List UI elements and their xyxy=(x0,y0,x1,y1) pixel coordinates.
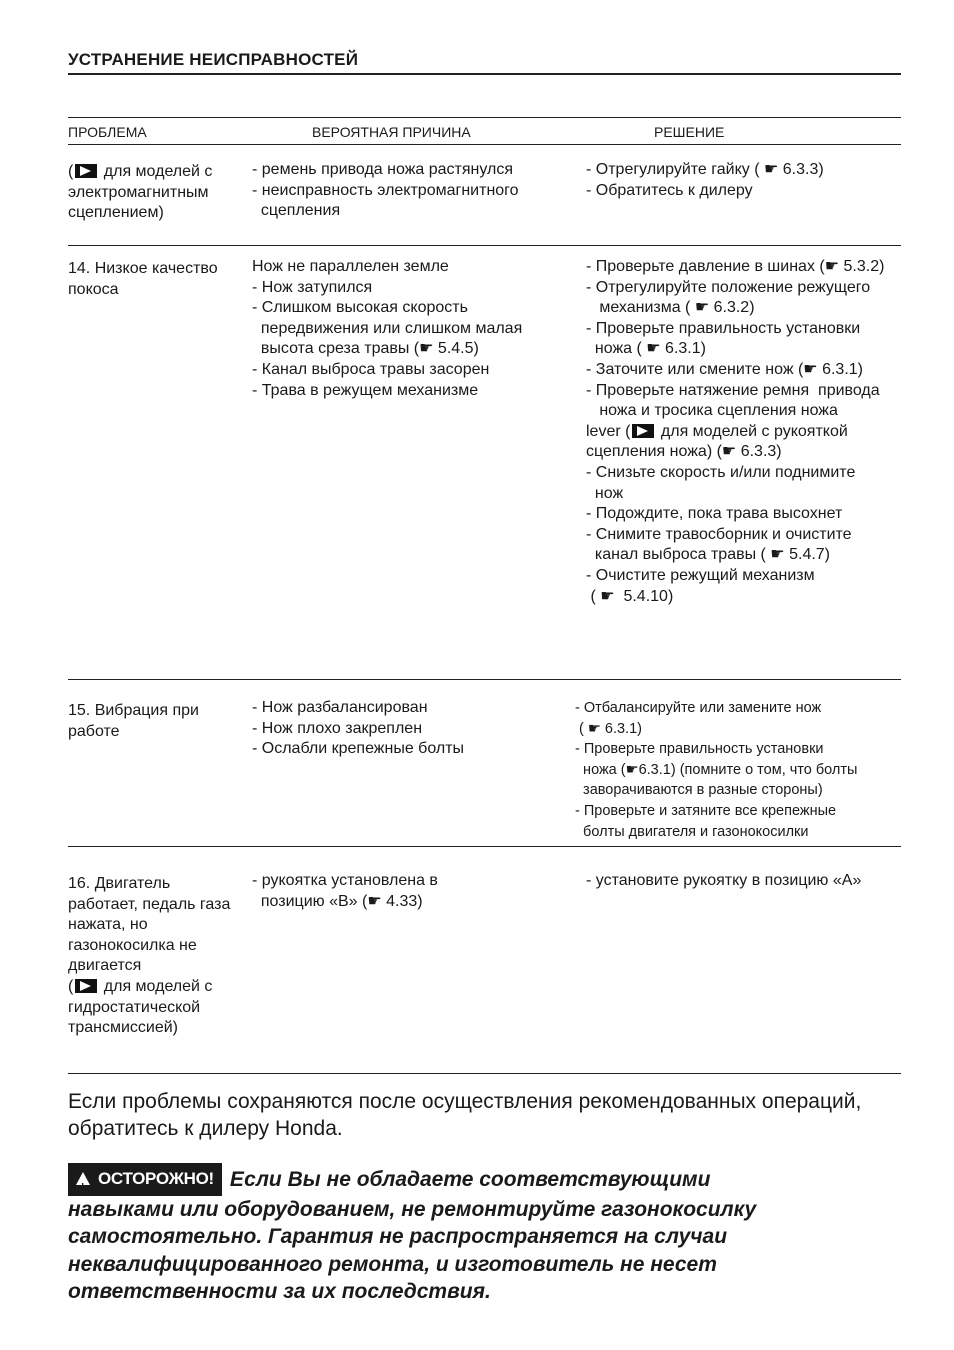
header-problem: ПРОБЛЕМА xyxy=(68,124,147,140)
header-solution: РЕШЕНИЕ xyxy=(654,124,725,140)
problem-cell: ( для моделей с электромагнитным сцеплением) xyxy=(68,163,213,222)
solution-cell: - Проверьте давление в шинах (☛ 5.3.2) - Отрегулируйте положение режущего механизма ( ☛ 6.3.2) - Проверьте правильность установки ножа ( ☛ 6.3.1) - Заточите или смените нож (☛ 6.3.1) - Проверьте натяжение ремня привода ножа и тросика сцепления ножа lever ( для моделей с рукояткой сцепления ножа) (☛ 6.3.3) - Снизьте скорость и/или поднимите нож - Подождите, пока трава высохнет - Снимите травосборник и очистите канал выброса травы ( ☛ 5.4.7) - Очистите режущий механизм ( ☛ 5.4.10) xyxy=(586,258,885,605)
solution-cell: - Отбалансируйте или замените нож ( ☛ 6.3.1) - Проверьте правильность установки ножа (☛6.3.1) (помните о том, что болты заворачиваются в разные стороны) - Проверьте и затяните все крепежные болты двигателя и газонокосилки xyxy=(575,700,858,840)
problem-cell: 15. Вибрация при работе xyxy=(68,702,199,740)
footer-note: Если проблемы сохраняются после осуществления рекомендованных операций, обратитесь к дилеру Honda. xyxy=(68,1090,862,1140)
solution-cell: - Отрегулируйте гайку ( ☛ 6.3.3) - Обратитесь к дилеру xyxy=(586,161,824,199)
model-icon xyxy=(75,164,97,178)
table-bottom-rule xyxy=(68,1073,901,1074)
problem-cell: 14. Низкое качество покоса xyxy=(68,260,218,298)
warning-block: !ОСТОРОЖНО! Если Вы не обладаете соответствующими навыками или оборудованием, не ремонтируйте газонокосилку самостоятельно. Гарантия не распространяется на случаи неквалифицированного ремонта, и изготовитель не несет ответственности за их последствия. xyxy=(68,1163,928,1306)
header-cause: ВЕРОЯТНАЯ ПРИЧИНА xyxy=(312,124,471,140)
model-icon xyxy=(75,979,97,993)
problem-cell: 16. Двигатель работает, педаль газа нажата, но газонокосилка не двигается ( для моделей с гидростатической трансмиссией) xyxy=(68,875,231,1037)
header-bottom-rule xyxy=(68,144,901,145)
row-rule xyxy=(68,245,901,246)
model-icon xyxy=(632,424,654,438)
cause-cell: Нож не параллелен земле - Нож затупился - Слишком высокая скорость передвижения или слишком малая высота среза травы (☛ 5.4.5) - Канал выброса травы засорен - Трава в режущем механизме xyxy=(252,258,523,399)
cause-cell: - рукоятка установлена в позицию «B» (☛ 4.33) xyxy=(252,872,438,910)
title-rule xyxy=(68,73,901,75)
cause-cell: - Нож разбалансирован - Нож плохо закреплен - Ослабли крепежные болты xyxy=(252,699,465,758)
warning-badge: !ОСТОРОЖНО! xyxy=(68,1163,222,1196)
table-top-rule xyxy=(68,117,901,118)
cause-cell: - ремень привода ножа растянулся - неисправность электромагнитного сцепления xyxy=(252,161,519,220)
warning-triangle-icon xyxy=(76,1172,90,1185)
row-rule xyxy=(68,846,901,847)
solution-cell: - установите рукоятку в позицию «A» xyxy=(586,872,862,889)
row-rule xyxy=(68,679,901,680)
section-title: УСТРАНЕНИЕ НЕИСПРАВНОСТЕЙ xyxy=(68,50,359,69)
